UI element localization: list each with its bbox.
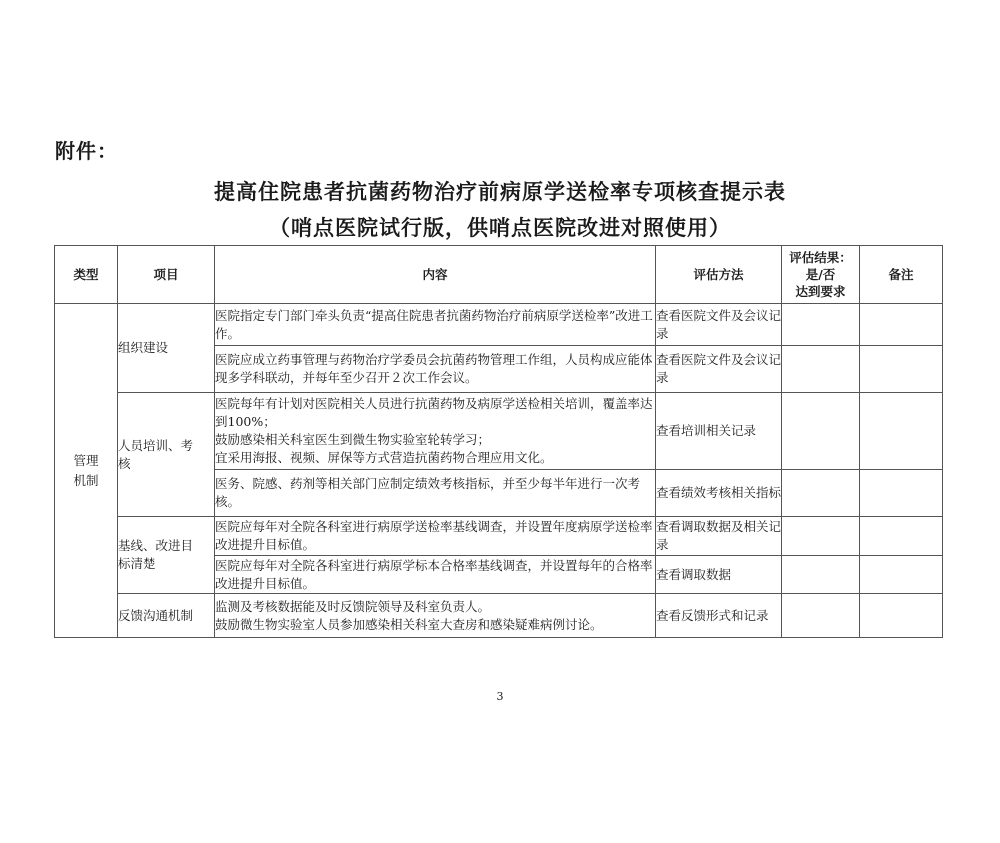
table-row xyxy=(55,517,943,556)
item-cell xyxy=(118,517,215,594)
method-cell: 查看反馈形式和记录 xyxy=(656,594,782,638)
content-line: 监测及考核数据能及时反馈院领导及科室负责人。 xyxy=(215,598,491,614)
remarks-cell xyxy=(860,346,943,393)
result-cell xyxy=(782,556,860,594)
result-cell xyxy=(782,594,860,638)
result-cell xyxy=(782,346,860,393)
page-number: 3 xyxy=(496,690,504,703)
remarks-cell xyxy=(860,304,943,346)
item-cell: 组织建设 xyxy=(118,304,215,393)
remarks-cell xyxy=(860,517,943,556)
method-cell: 查看医院文件及会议记录 xyxy=(656,346,782,393)
remarks-cell xyxy=(860,393,943,470)
header-result-line3: 达到要求 xyxy=(795,283,846,299)
item-label: 人员培训、考核 xyxy=(118,437,194,471)
header-type: 类型 xyxy=(55,246,118,304)
result-cell xyxy=(782,393,860,470)
header-method: 评估方法 xyxy=(656,246,782,304)
method-cell: 查看调取数据 xyxy=(656,556,782,594)
content-cell xyxy=(215,393,656,470)
content-cell: 医务、院感、药剂等相关部门应制定绩效考核指标，并至少每半年进行一次考核。 xyxy=(215,470,656,517)
header-content: 内容 xyxy=(215,246,656,304)
content-cell: 医院应成立药事管理与药物治疗学委员会抗菌药物管理工作组，人员构成应能体现多学科联动，并每年至少召开２次工作会议。 xyxy=(215,346,656,393)
header-result-line2: 是/否 xyxy=(805,266,836,282)
content-cell xyxy=(215,594,656,638)
remarks-cell xyxy=(860,470,943,517)
result-cell xyxy=(782,517,860,556)
header-item: 项目 xyxy=(118,246,215,304)
method-cell: 查看调取数据及相关记录 xyxy=(656,517,782,556)
inspection-table xyxy=(54,245,943,638)
table-row xyxy=(55,304,943,346)
content-line: 鼓励微生物实验室人员参加感染相关科室大查房和感染疑难病例讨论。 xyxy=(215,616,603,632)
remarks-cell xyxy=(860,594,943,638)
result-cell xyxy=(782,470,860,517)
item-label: 基线、改进目标清楚 xyxy=(118,538,194,571)
item-cell xyxy=(118,393,215,517)
method-cell: 查看培训相关记录 xyxy=(656,393,782,470)
method-cell: 查看医院文件及会议记录 xyxy=(656,304,782,346)
table-row xyxy=(55,594,943,638)
attachment-label: 附件： xyxy=(55,139,118,163)
header-result xyxy=(782,246,860,304)
category-cell xyxy=(55,304,118,638)
item-cell: 反馈沟通机制 xyxy=(118,594,215,638)
content-line: 鼓励感染相关科室医生到微生物实验室轮转学习； xyxy=(215,432,491,447)
table-row xyxy=(55,393,943,470)
document-title: 提高住院患者抗菌药物治疗前病原学送检率专项核查提示表 xyxy=(214,179,786,204)
header-remarks: 备注 xyxy=(860,246,943,304)
content-cell: 医院指定专门部门牵头负责“提高住院患者抗菌药物治疗前病原学送检率”改进工作。 xyxy=(215,304,656,346)
content-line: 医院每年有计划对医院相关人员进行抗菌药物及病原学送检相关培训，覆盖率达到100%； xyxy=(215,396,653,429)
result-cell xyxy=(782,304,860,346)
content-cell: 医院应每年对全院各科室进行病原学标本合格率基线调查，并设置每年的合格率改进提升目标值。 xyxy=(215,556,656,594)
remarks-cell xyxy=(860,556,943,594)
content-line: 宜采用海报、视频、屏保等方式营造抗菌药物合理应用文化。 xyxy=(215,450,553,465)
category-label: 管理机制 xyxy=(73,452,99,488)
header-result-line1: 评估结果： xyxy=(789,249,852,265)
content-cell: 医院应每年对全院各科室进行病原学送检率基线调查，并设置年度病原学送检率改进提升目标值。 xyxy=(215,517,656,556)
document-subtitle: （哨点医院试行版，供哨点医院改进对照使用） xyxy=(269,215,731,240)
method-cell: 查看绩效考核相关指标 xyxy=(656,470,782,517)
table-header-row xyxy=(55,246,943,304)
